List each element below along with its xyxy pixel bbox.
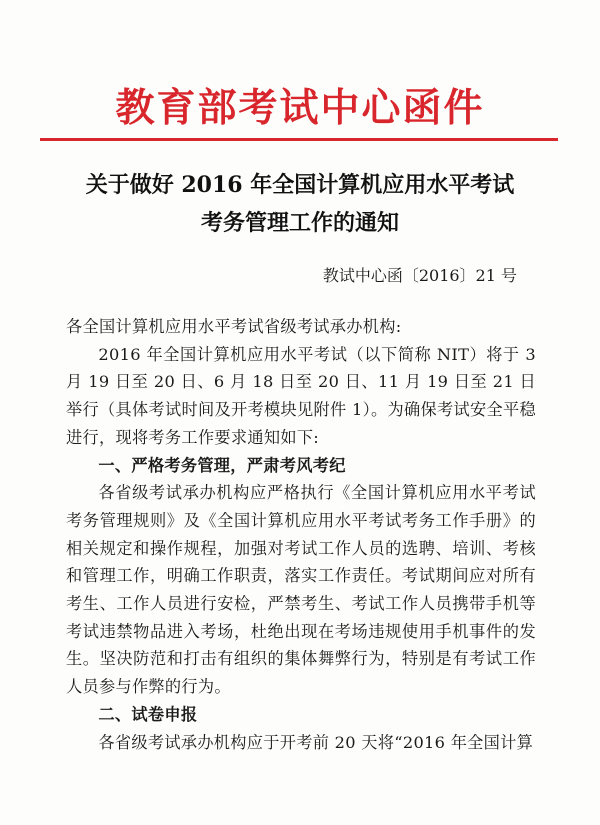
document-title-line-2: 考务管理工作的通知: [200, 210, 399, 236]
section-2-paragraph: 各省级考试承办机构应于开考前 20 天将“2016 年全国计算: [98, 732, 534, 752]
document-body: [66, 313, 536, 756]
document-title-line-1: 关于做好 2016 年全国计算机应用水平考试: [85, 172, 515, 198]
letterhead-red-rule: [40, 138, 558, 141]
intro-paragraph: 2016 年全国计算机应用水平考试（以下简称 NIT）将于 3 月 19 日至 20 日、6 月 18 日至 20 日、11 月 19 日至 21 日举行（具体考试时间及开考模块见附件 1）。为确保考试安全平稳进行，现将考务工作要求通知如下:: [66, 344, 536, 447]
salutation: 各全国计算机应用水平考试省级考试承办机构:: [66, 317, 402, 336]
reference-number: 教试中心函〔2016〕21 号: [322, 266, 517, 285]
letterhead-title: 教育部考试中心函件: [115, 85, 485, 131]
section-2-heading: 二、试卷申报: [98, 704, 198, 724]
section-1-paragraph: 各省级考试承办机构应严格执行《全国计算机应用水平考试考务管理规则》及《全国计算机应用水平考试考务工作手册》的相关规定和操作规程，加强对考试工作人员的选聘、培训、考核和管理工作，明确工作职责，落实工作责任。考试期间应对所有考生、工作人员进行安检，严禁考生、考试工作人员携带手机等考试违禁物品进入考场，杜绝出现在考场违规使用手机事件的发生。坚决防范和打击有组织的集体舞弊行为，特别是有考试工作人员参与作弊的行为。: [66, 483, 536, 697]
section-1-heading: 一、严格考务管理，严肃考风考纪: [98, 455, 346, 475]
